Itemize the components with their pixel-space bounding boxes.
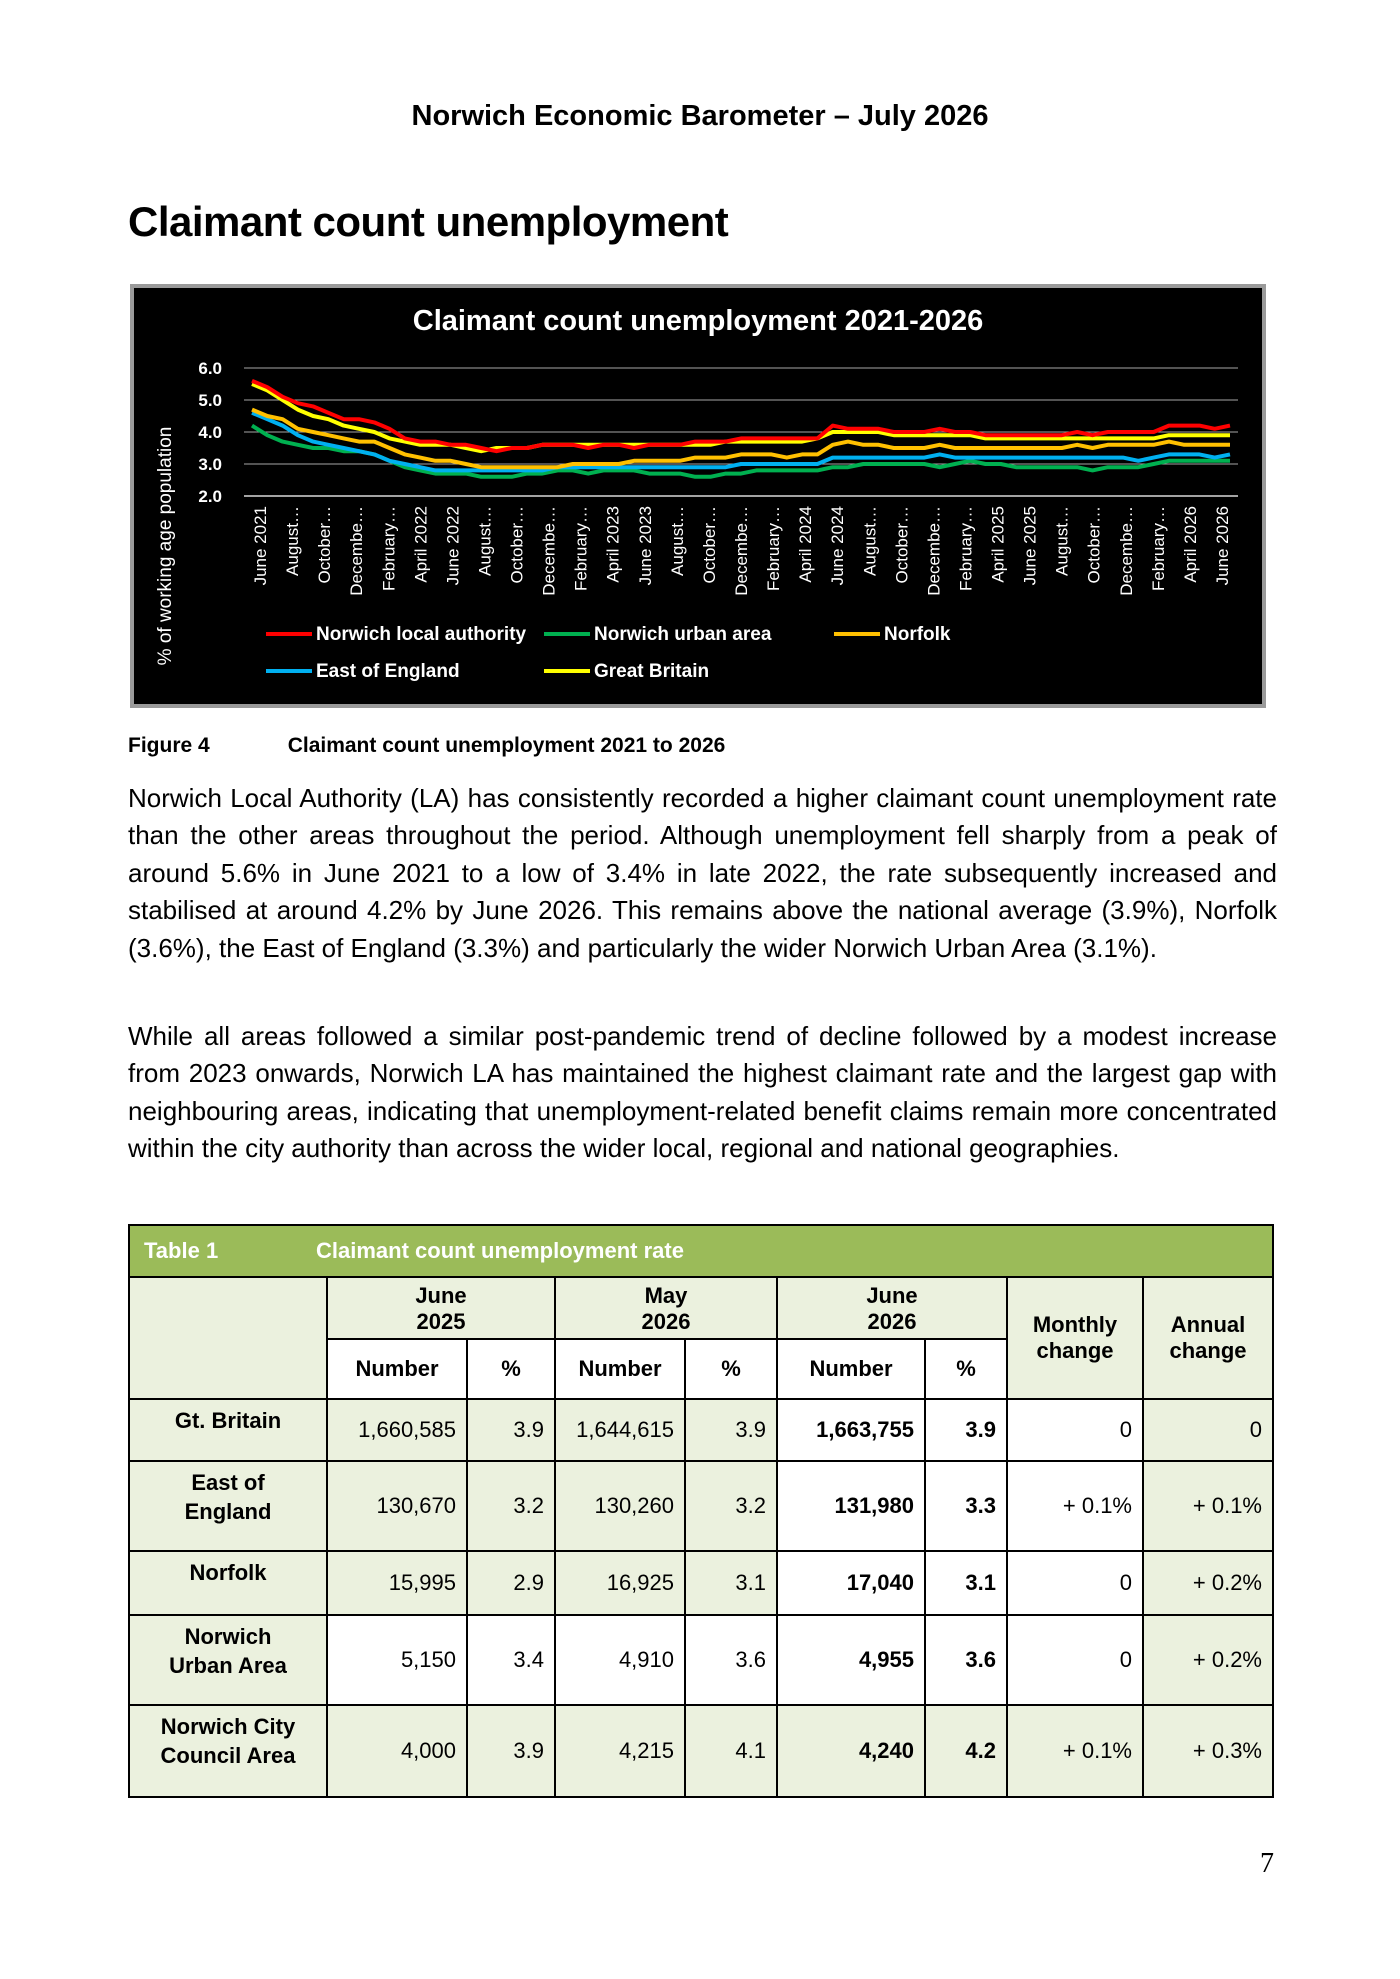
x-tick-label: April 2024	[796, 506, 816, 583]
table-header-period: May 2026	[555, 1277, 777, 1339]
table-cell: 4.2	[925, 1705, 1007, 1797]
chart-x-ticks	[251, 506, 1232, 596]
table-cell: 4.1	[685, 1705, 777, 1797]
page-header: Norwich Economic Barometer – July 2026	[411, 100, 989, 132]
y-tick-label: 2.0	[198, 487, 222, 506]
table-cell: 1,644,615	[555, 1399, 685, 1461]
table-subheader-percent: %	[685, 1339, 777, 1399]
x-tick-label: June 2021	[251, 506, 270, 586]
table-cell: 2.9	[467, 1551, 555, 1615]
x-tick-label: February…	[571, 506, 591, 592]
table-cell: 3.9	[685, 1399, 777, 1461]
y-tick-label: 5.0	[198, 391, 222, 410]
chart-series	[252, 381, 1230, 477]
table-row	[129, 1399, 1273, 1461]
figure-label: Figure 4	[128, 734, 210, 757]
table-cell: 4,000	[327, 1705, 467, 1797]
paragraph-2: While all areas followed a similar post-pandemic trend of decline followed by a modest increase from 2023 onwards, Norwich LA has maintained the highest claimant rate and the largest gap with neighbouring areas, indicating that unemployment-related benefit claims remain more concentrated within the city authority than across the wider local, regional and national geographies.	[128, 1021, 1277, 1164]
table-subheader-number: Number	[327, 1339, 467, 1399]
y-tick-label: 3.0	[198, 455, 222, 474]
table-cell: 4,215	[555, 1705, 685, 1797]
table-row	[129, 1461, 1273, 1551]
x-tick-label: Decembe…	[924, 506, 944, 596]
table-cell: 4,955	[777, 1615, 925, 1705]
table-cell: 16,925	[555, 1551, 685, 1615]
table-cell: 0	[1007, 1399, 1143, 1461]
table-subheader-number: Number	[555, 1339, 685, 1399]
table-cell: 4,240	[777, 1705, 925, 1797]
table-header-row	[129, 1277, 1273, 1339]
x-tick-label: August…	[860, 506, 880, 576]
table-cell: 5,150	[327, 1615, 467, 1705]
x-tick-label: June 2023	[635, 506, 655, 586]
table-subheader-percent: %	[925, 1339, 1007, 1399]
x-tick-label: October…	[315, 506, 335, 584]
table-cell: 3.1	[925, 1551, 1007, 1615]
table-row-label: Gt. Britain	[129, 1399, 327, 1461]
x-tick-label: October…	[507, 506, 527, 584]
x-tick-label: June 2024	[828, 506, 848, 586]
table-cell: + 0.1%	[1007, 1705, 1143, 1797]
table-cell: 0	[1007, 1551, 1143, 1615]
table-cell: 3.9	[925, 1399, 1007, 1461]
x-tick-label: Decembe…	[1116, 506, 1136, 596]
series-line-great-britain	[252, 384, 1230, 451]
table-row	[129, 1551, 1273, 1615]
table-cell: 0	[1143, 1399, 1273, 1461]
table-label: Table 1	[144, 1238, 219, 1263]
table-cell: + 0.3%	[1143, 1705, 1273, 1797]
table-corner-cell	[129, 1277, 327, 1399]
chart-legend	[266, 624, 951, 682]
table-cell: 3.2	[685, 1461, 777, 1551]
claimant-table	[128, 1224, 1274, 1798]
x-tick-label: October…	[699, 506, 719, 584]
x-tick-label: August…	[667, 506, 687, 576]
table-row-label: Norwich City Council Area	[129, 1705, 327, 1797]
legend-label: Norwich urban area	[594, 624, 772, 645]
table-subheader-percent: %	[467, 1339, 555, 1399]
x-tick-label: June 2022	[443, 506, 463, 586]
legend-label: Norwich local authority	[316, 624, 527, 645]
table-cell: 3.3	[925, 1461, 1007, 1551]
figure-caption	[128, 734, 725, 758]
x-tick-label: April 2023	[603, 506, 623, 583]
table-row-label: Norfolk	[129, 1551, 327, 1615]
legend-label: Norfolk	[884, 624, 951, 645]
x-tick-label: June 2025	[1020, 506, 1040, 586]
paragraph-1: Norwich Local Authority (LA) has consistently recorded a higher claimant count unemployment rate than the other areas throughout the period. Although unemployment fell sharply from a peak of around 5.6% in June 2021 to a low of 3.4% in late 2022, the rate subsequently increased and stabilised at around 4.2% by June 2026. This remains above the national average (3.9%), Norfolk (3.6%), the East of England (3.3%) and particularly the wider Norwich Urban Area (3.1%).	[128, 783, 1277, 963]
section-title: Claimant count unemployment	[128, 198, 729, 245]
x-tick-label: Decembe…	[732, 506, 751, 596]
chart-y-axis-label: % of working age population	[155, 426, 176, 666]
page-number: 7	[1260, 1848, 1274, 1879]
x-tick-label: February…	[956, 506, 976, 592]
chart-title: Claimant count unemployment 2021-2026	[412, 305, 984, 337]
table-row-label: East of England	[129, 1461, 327, 1551]
x-tick-label: October…	[1084, 506, 1104, 584]
y-tick-label: 6.0	[198, 359, 222, 378]
table-cell: 1,660,585	[327, 1399, 467, 1461]
table-header-annual-change: Annual change	[1143, 1277, 1273, 1399]
x-tick-label: October…	[892, 506, 912, 584]
table-cell: 4,910	[555, 1615, 685, 1705]
chart-svg	[134, 288, 1262, 704]
table-cell: 130,670	[327, 1461, 467, 1551]
legend-label: Great Britain	[594, 661, 710, 682]
table-cell: 1,663,755	[777, 1399, 925, 1461]
x-tick-label: February…	[379, 506, 399, 592]
x-tick-label: April 2022	[411, 506, 431, 583]
table-cell: + 0.1%	[1143, 1461, 1273, 1551]
x-tick-label: April 2026	[1180, 506, 1200, 583]
x-tick-label: April 2025	[988, 506, 1008, 583]
table-row	[129, 1615, 1273, 1705]
table-cell: 3.2	[467, 1461, 555, 1551]
table-header-period: June 2026	[777, 1277, 1007, 1339]
table-cell: 15,995	[327, 1551, 467, 1615]
table-cell: 3.1	[685, 1551, 777, 1615]
table-cell: 131,980	[777, 1461, 925, 1551]
table-cell: 17,040	[777, 1551, 925, 1615]
table-header-period: June 2025	[327, 1277, 555, 1339]
x-tick-label: Decembe…	[539, 506, 559, 596]
claimant-chart	[130, 284, 1266, 708]
x-tick-label: June 2026	[1213, 506, 1232, 586]
table-cell: 3.6	[925, 1615, 1007, 1705]
table-cell: 3.6	[685, 1615, 777, 1705]
x-tick-label: February…	[1148, 506, 1168, 592]
x-tick-label: August…	[1052, 506, 1072, 576]
table-cell: 0	[1007, 1615, 1143, 1705]
y-tick-label: 4.0	[198, 423, 222, 442]
x-tick-label: August…	[475, 506, 495, 576]
chart-y-ticks	[198, 359, 222, 506]
x-tick-label: February…	[764, 506, 784, 592]
table-cell: 3.9	[467, 1399, 555, 1461]
table-cell: 3.4	[467, 1615, 555, 1705]
table-row	[129, 1705, 1273, 1797]
table-title: Claimant count unemployment rate	[316, 1238, 684, 1263]
table-title-row	[129, 1225, 1273, 1277]
x-tick-label: Decembe…	[347, 506, 367, 596]
figure-title: Claimant count unemployment 2021 to 2026	[287, 734, 726, 757]
table-cell: + 0.1%	[1007, 1461, 1143, 1551]
table-header-monthly-change: Monthly change	[1007, 1277, 1143, 1399]
table-cell: + 0.2%	[1143, 1615, 1273, 1705]
table-cell: 130,260	[555, 1461, 685, 1551]
table-row-label: Norwich Urban Area	[129, 1615, 327, 1705]
table-cell: 3.9	[467, 1705, 555, 1797]
legend-label: East of England	[316, 661, 460, 682]
table-cell: + 0.2%	[1143, 1551, 1273, 1615]
table-subheader-number: Number	[777, 1339, 925, 1399]
x-tick-label: August…	[283, 506, 303, 576]
